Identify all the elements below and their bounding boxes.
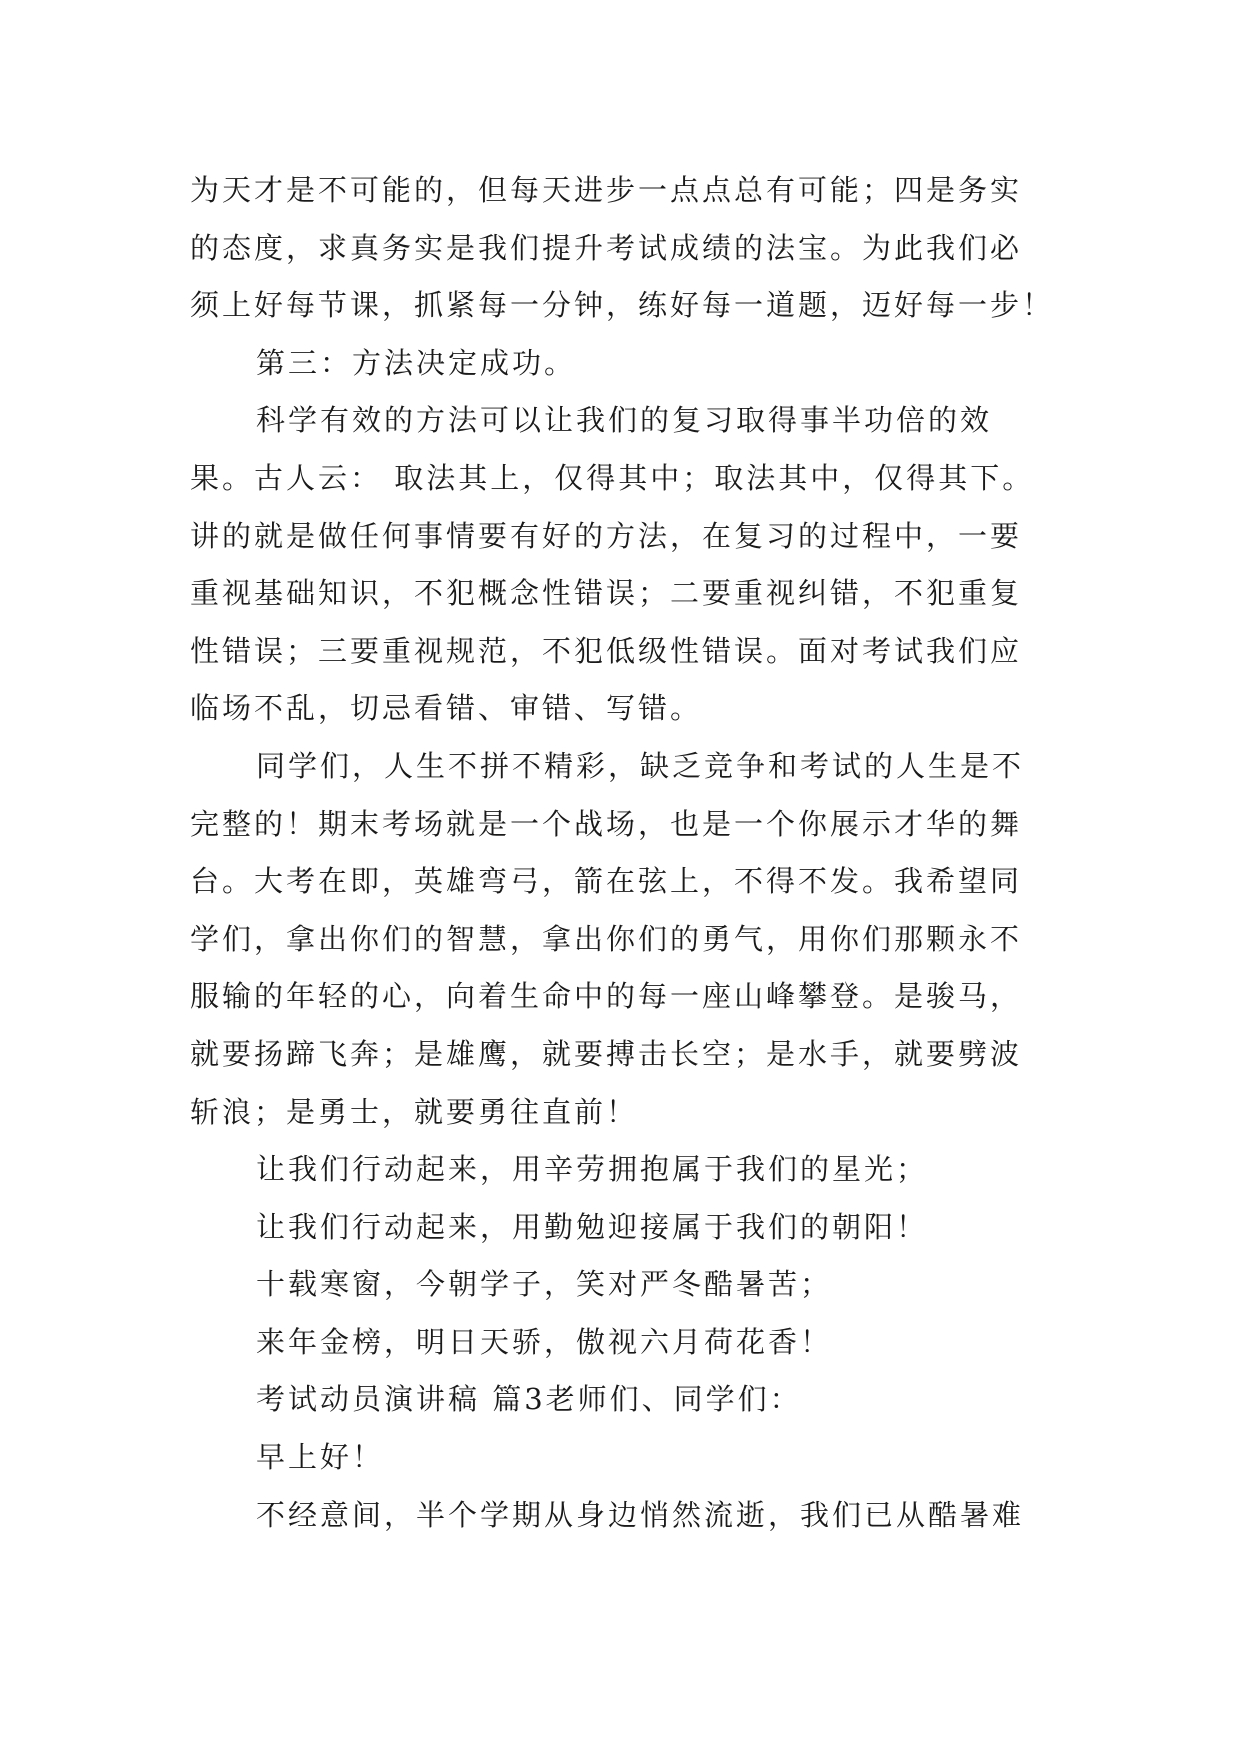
text-line: 十载寒窗，今朝学子，笑对严冬酷暑苦；	[256, 1267, 833, 1302]
text-line: 让我们行动起来，用辛劳拥抱属于我们的星光；	[256, 1152, 929, 1187]
text-line: 性错误；三要重视规范，不犯低级性错误。面对考试我们应	[190, 633, 1023, 668]
text-line: 学们，拿出你们的智慧，拿出你们的勇气，用你们那颗永不	[190, 921, 1023, 956]
section-heading: 第三：方法决定成功。	[256, 345, 577, 380]
text-line: 讲的就是做任何事情要有好的方法，在复习的过程中，一要	[190, 518, 1023, 553]
text-line: 斩浪；是勇士，就要勇往直前！	[190, 1094, 639, 1129]
text-line: 重视基础知识，不犯概念性错误；二要重视纠错，不犯重复	[190, 576, 1023, 611]
text-body	[190, 162, 1070, 1544]
text-line: 临场不乱，切忌看错、审错、写错。	[190, 691, 703, 726]
text-line: 为天才是不可能的，但每天进步一点点总有可能；四是务实	[190, 173, 1023, 207]
greeting-line: 早上好！	[256, 1440, 385, 1475]
text-line: 服输的年轻的心，向着生命中的每一座山峰攀登。是骏马，	[190, 979, 1023, 1014]
text-line: 须上好每节课，抓紧每一分钟，练好每一道题，迈好每一步！	[190, 288, 1055, 323]
text-line: 的态度，求真务实是我们提升考试成绩的法宝。为此我们必	[190, 230, 1023, 265]
text-line: 完整的！期末考场就是一个战场，也是一个你展示才华的舞	[190, 806, 1023, 841]
text-line: 科学有效的方法可以让我们的复习取得事半功倍的效	[256, 403, 993, 438]
text-line: 就要扬蹄飞奔；是雄鹰，就要搏击长空；是水手，就要劈波	[190, 1036, 1023, 1071]
text-line: 同学们，人生不拼不精彩，缺乏竞争和考试的人生是不	[256, 748, 1025, 783]
article-title-line: 考试动员演讲稿 篇3老师们、同学们：	[256, 1382, 802, 1417]
text-line: 不经意间，半个学期从身边悄然流逝，我们已从酷暑难	[256, 1497, 1025, 1532]
text-line: 台。大考在即，英雄弯弓，箭在弦上，不得不发。我希望同	[190, 864, 1023, 899]
text-line: 让我们行动起来，用勤勉迎接属于我们的朝阳！	[256, 1209, 929, 1244]
text-line: 果。古人云： 取法其上，仅得其中；取法其中，仅得其下。	[190, 460, 1035, 495]
text-line: 来年金榜，明日天骄，傲视六月荷花香！	[256, 1324, 833, 1359]
